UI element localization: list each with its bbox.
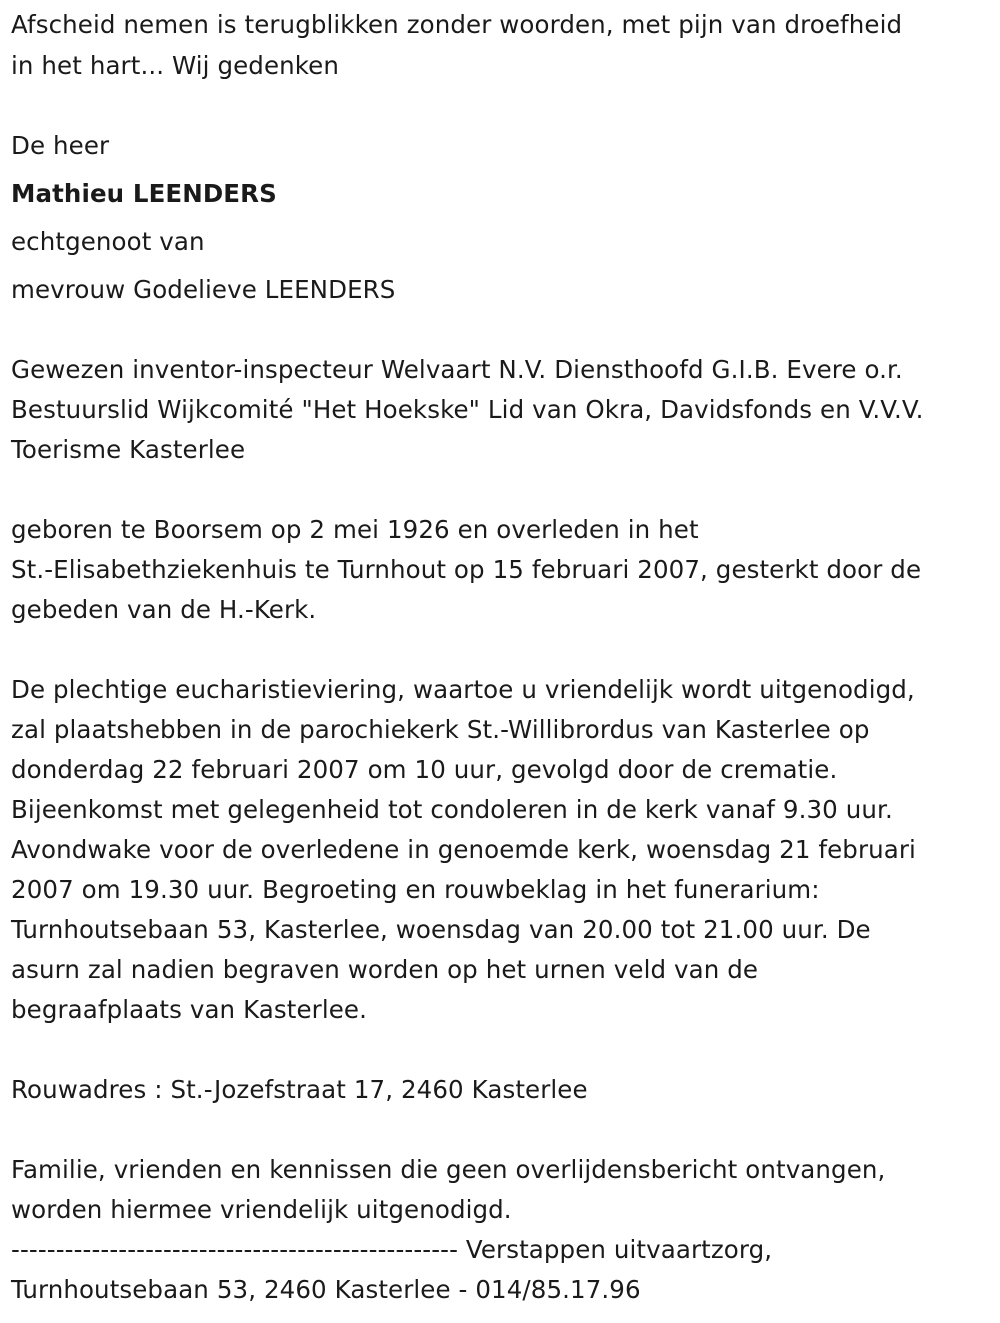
ceremony-line: asurn zal nadien begraven worden op het urnen veld van de bbox=[11, 955, 759, 984]
deceased-name: Mathieu LEENDERS bbox=[11, 179, 277, 208]
ceremony-line: De plechtige eucharistieviering, waartoe u vriendelijk wordt uitgenodigd, bbox=[11, 675, 915, 704]
functions-line: Toerisme Kasterlee bbox=[11, 435, 246, 464]
relation-line: echtgenoot van bbox=[11, 227, 205, 256]
birth-death-line: St.-Elisabethziekenhuis te Turnhout op 15 februari 2007, gesterkt door de bbox=[11, 555, 922, 584]
invitation-line: worden hiermee vriendelijk uitgenodigd. bbox=[11, 1195, 512, 1224]
mourning-address: Rouwadres : St.-Jozefstraat 17, 2460 Kasterlee bbox=[11, 1075, 588, 1104]
ceremony-line: begraafplaats van Kasterlee. bbox=[11, 995, 367, 1024]
functions-line: Gewezen inventor-inspecteur Welvaart N.V. Diensthoofd G.I.B. Evere o.r. bbox=[11, 355, 903, 384]
ceremony-line: Bijeenkomst met gelegenheid tot condoleren in de kerk vanaf 9.30 uur. bbox=[11, 795, 893, 824]
ceremony-line: zal plaatshebben in de parochiekerk St.-Willibrordus van Kasterlee op bbox=[11, 715, 870, 744]
ceremony-line: 2007 om 19.30 uur. Begroeting en rouwbeklag in het funerarium: bbox=[11, 875, 820, 904]
birth-death-line: geboren te Boorsem op 2 mei 1926 en overleden in het bbox=[11, 515, 699, 544]
undertaker-line: -------------------------------------------------- Verstappen uitvaartzorg, bbox=[11, 1235, 773, 1264]
birth-death-line: gebeden van de H.-Kerk. bbox=[11, 595, 317, 624]
functions-line: Bestuurslid Wijkcomité "Het Hoekske" Lid van Okra, Davidsfonds en V.V.V. bbox=[11, 395, 924, 424]
ceremony-line: Turnhoutsebaan 53, Kasterlee, woensdag van 20.00 tot 21.00 uur. De bbox=[11, 915, 871, 944]
invitation-line: Familie, vrienden en kennissen die geen overlijdensbericht ontvangen, bbox=[11, 1155, 886, 1184]
intro-line: in het hart... Wij gedenken bbox=[11, 51, 339, 80]
undertaker-line: Turnhoutsebaan 53, 2460 Kasterlee - 014/85.17.96 bbox=[11, 1275, 641, 1304]
intro-line: Afscheid nemen is terugblikken zonder woorden, met pijn van droefheid bbox=[11, 10, 903, 39]
spouse-name: mevrouw Godelieve LEENDERS bbox=[11, 275, 396, 304]
ceremony-line: donderdag 22 februari 2007 om 10 uur, gevolgd door de crematie. bbox=[11, 755, 838, 784]
ceremony-line: Avondwake voor de overledene in genoemde kerk, woensdag 21 februari bbox=[11, 835, 916, 864]
salutation: De heer bbox=[11, 131, 110, 160]
